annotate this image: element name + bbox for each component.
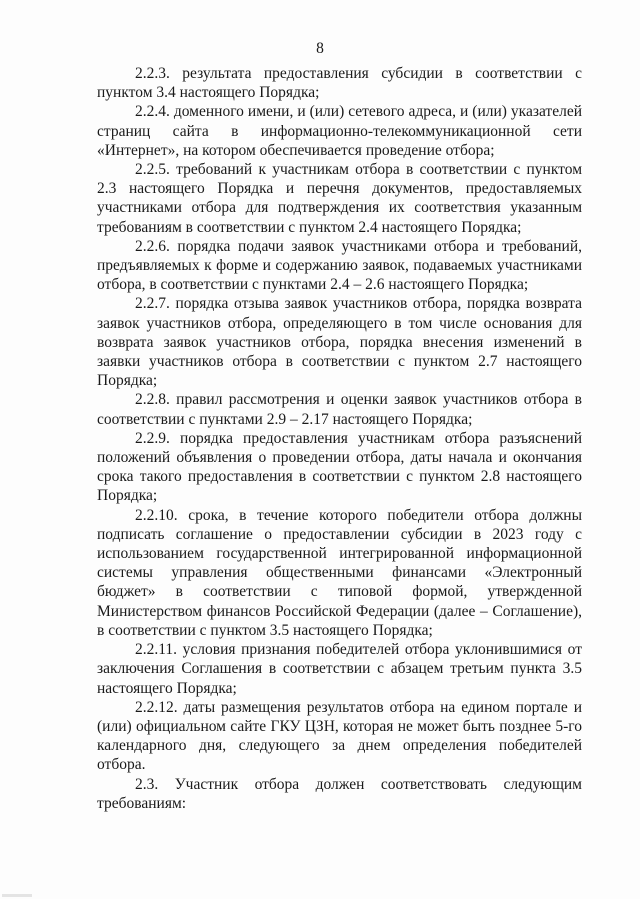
paragraph-2-2-7: 2.2.7. порядка отзыва заявок участников отбора, порядка возврата заявок участников отбора, определяющего в том числе основания для возврата заявок участников отбора, порядка внесения изменений в заявки участников отбора в соответствии с пунктом 2.7 настоящего Порядка; [97,295,582,390]
paragraph-2-3: 2.3. Участник отбора должен соответствовать следующим требованиям: [97,775,582,812]
paragraph-2-2-6: 2.2.6. порядка подачи заявок участниками отбора и требований, предъявляемых к форме и содержанию заявок, подаваемых участниками отбора, в соответствии с пунктами 2.4 – 2.6 настоящего Порядка; [97,237,582,294]
paragraph-2-2-9: 2.2.9. порядка предоставления участникам отбора разъяснений положений объявления о проведении отбора, даты начала и окончания срока такого предоставления в соответствии с пунктом 2.8 настоящего Порядка; [97,429,582,505]
page-number: 8 [316,40,324,57]
paragraph-2-2-5: 2.2.5. требований к участникам отбора в соответствии с пунктом 2.3 настоящего Порядка и перечня документов, предоставляемых участниками отбора для подтверждения их соответствия указанным требованиям в соответствии с пунктом 2.4 настоящего Порядка; [97,161,582,236]
paragraph-2-2-4: 2.2.4. доменного имени, и (или) сетевого адреса, и (или) указателей страниц сайта в информационно-телекоммуникационной сети «Интернет», на котором обеспечивается проведение отбора; [97,103,582,159]
document-body [97,64,582,813]
paragraph-2-2-11: 2.2.11. условия признания победителей отбора уклонившимися от заключения Соглашения в соответствии с абзацем третьим пункта 3.5 настоящего Порядка; [97,641,582,697]
paragraph-2-2-10: 2.2.10. срока, в течение которого победители отбора должны подписать соглашение о предоставлении субсидии в 2023 году с использованием государственной интегрированной информационной системы управления общественными финансами «Электронный бюджет» в соответствии с типовой формой, утвержденной Министерством финансов Российской Федерации (далее – Соглашение), в соответствии с пунктом 3.5 настоящего Порядка; [97,506,582,639]
scan-artifact [2,894,32,897]
paragraph-2-2-12: 2.2.12. даты размещения результатов отбора на едином портале и (или) официальном сайте ГКУ ЦЗН, которая не может быть позднее 5-го календарного дня, следующего за днем определения победителей отбора. [97,698,582,774]
paragraph-2-2-3: 2.2.3. результата предоставления субсидии в соответствии с пунктом 3.4 настоящего Порядка; [97,65,582,102]
paragraph-2-2-8: 2.2.8. правил рассмотрения и оценки заявок участников отбора в соответствии с пунктами 2.9 – 2.17 настоящего Порядка; [97,391,582,428]
